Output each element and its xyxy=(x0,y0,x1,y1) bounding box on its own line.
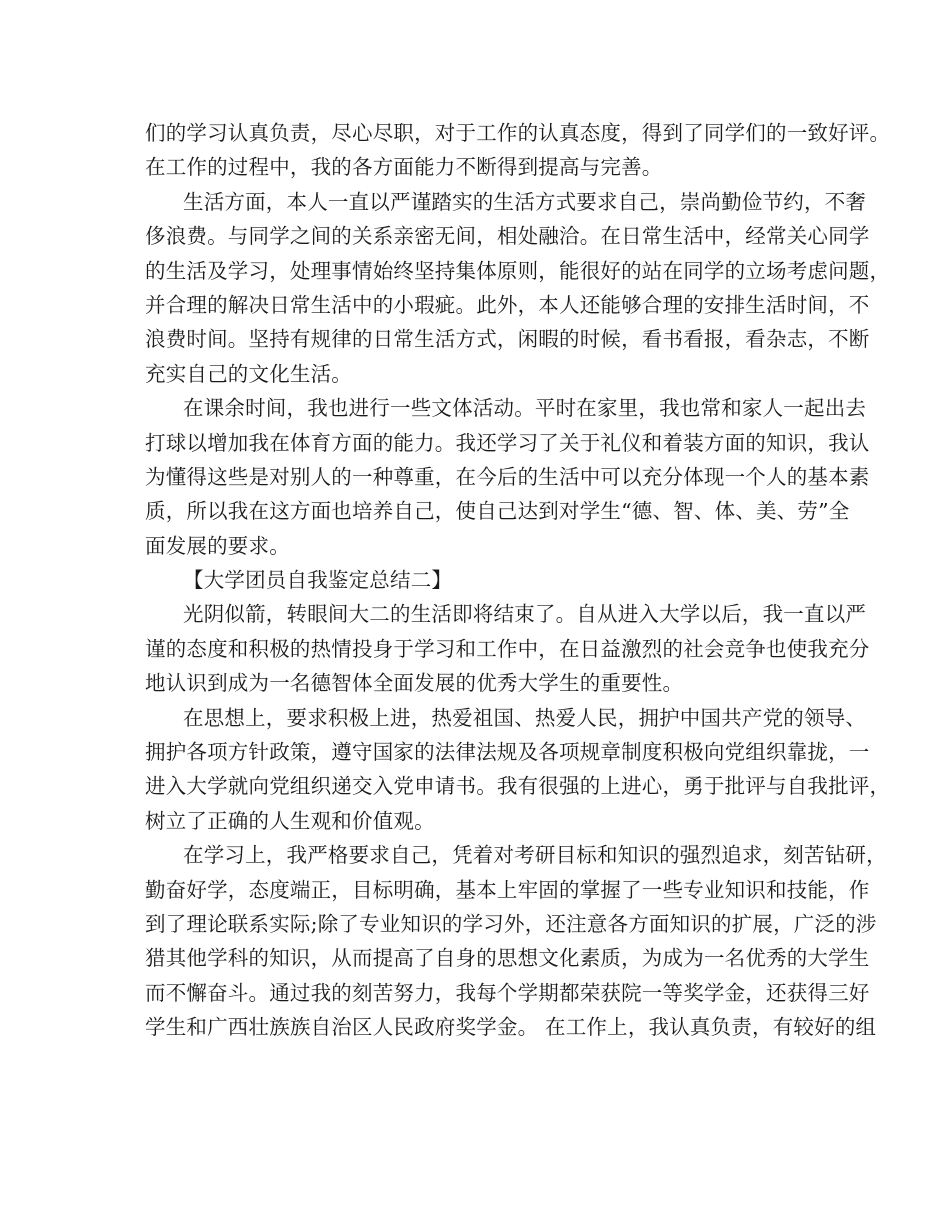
text-line: 生活方面，本人一直以严谨踏实的生活方式要求自己，崇尚勤俭节约，不奢 xyxy=(183,189,867,214)
text-line: 的生活及学习，处理事情始终坚持集体原则，能很好的站在同学的立场考虑问题， xyxy=(145,258,891,283)
text-line: 并合理的解决日常生活中的小瑕疵。此外，本人还能够合理的安排生活时间，不 xyxy=(145,292,870,317)
text-line: 而不懈奋斗。通过我的刻苦努力，我每个学期都荣获院一等奖学金，还获得三好 xyxy=(145,980,870,1005)
document-page xyxy=(145,116,891,1045)
text-line: 学生和广西壮族族自治区人民政府奖学金。 在工作上，我认真负责，有较好的组 xyxy=(145,1015,877,1040)
text-line: 【大学团员自我鉴定总结二】 xyxy=(183,568,453,593)
text-line: 充实自己的文化生活。 xyxy=(145,361,352,386)
text-line: 在学习上，我严格要求自己，凭着对考研目标和知识的强烈追求，刻苦钻研， xyxy=(183,843,887,868)
text-line: 浪费时间。坚持有规律的日常生活方式，闲暇的时候，看书看报，看杂志，不断 xyxy=(145,327,870,352)
text-line: 到了理论联系实际;除了专业知识的学习外，还注意各方面知识的扩展，广泛的涉 xyxy=(145,911,877,936)
text-line: 拥护各项方针政策，遵守国家的法律法规及各项规章制度积极向党组织靠拢，一 xyxy=(145,740,870,765)
text-line: 谨的态度和积极的热情投身于学习和工作中，在日益激烈的社会竞争也使我充分 xyxy=(145,636,870,661)
text-line: 为懂得这些是对别人的一种尊重，在今后的生活中可以充分体现一个人的基本素 xyxy=(145,464,870,489)
text-line: 勤奋好学，态度端正，目标明确，基本上牢固的掌握了一些专业知识和技能，作 xyxy=(145,877,870,902)
text-line: 质，所以我在这方面也培养自己，使自己达到对学生“德、智、体、美、劳”全 xyxy=(145,499,850,524)
text-line: 打球以增加我在体育方面的能力。我还学习了关于礼仪和着装方面的知识，我认 xyxy=(145,430,870,455)
text-line: 进入大学就向党组织递交入党申请书。我有很强的上进心，勇于批评与自我批评， xyxy=(145,774,891,799)
text-line: 猎其他学科的知识，从而提高了自身的思想文化素质，为成为一名优秀的大学生 xyxy=(145,946,870,971)
text-line: 面发展的要求。 xyxy=(145,533,290,558)
text-line: 们的学习认真负责，尽心尽职，对于工作的认真态度，得到了同学们的一致好评。 xyxy=(145,121,891,145)
text-line: 在思想上，要求积极上进，热爱祖国、热爱人民，拥护中国共产党的领导、 xyxy=(183,705,867,730)
text-line: 在工作的过程中，我的各方面能力不断得到提高与完善。 xyxy=(145,155,663,180)
text-line: 侈浪费。与同学之间的关系亲密无间，相处融洽。在日常生活中，经常关心同学 xyxy=(145,224,870,249)
text-line: 地认识到成为一名德智体全面发展的优秀大学生的重要性。 xyxy=(145,671,684,696)
text-line: 光阴似箭，转眼间大二的生活即将结束了。自从进入大学以后，我一直以严 xyxy=(183,602,867,627)
text-line: 在课余时间，我也进行一些文体活动。平时在家里，我也常和家人一起出去 xyxy=(183,396,867,421)
text-line: 树立了正确的人生观和价值观。 xyxy=(145,808,435,833)
